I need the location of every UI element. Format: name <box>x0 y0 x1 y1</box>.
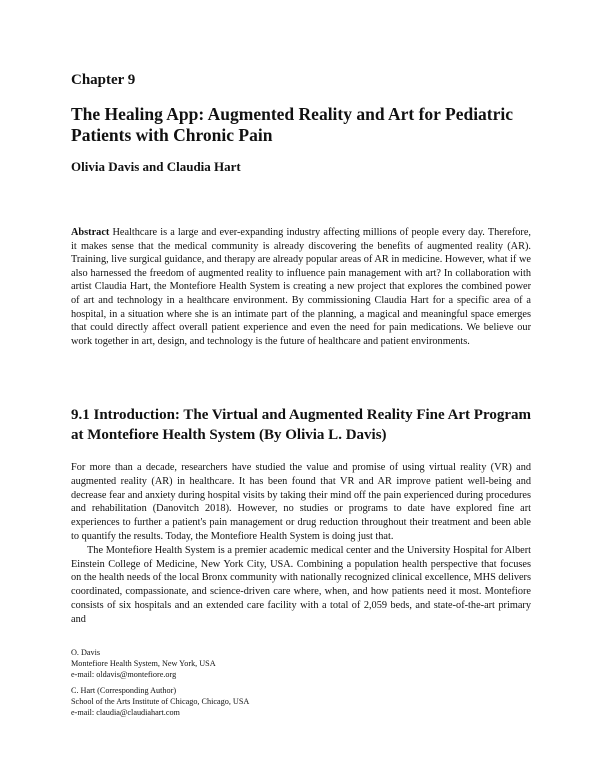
abstract-text: Healthcare is a large and ever-expanding industry affecting millions of people every day. Therefore, it makes sense that the medical community is already discovering the benefits of augmented reality (AR). Training, live surgical guidance, and therapy are already popular areas of AR in medicine. However, what if we also harnessed the freedom of augmented reality to influence pain management with art? In collaboration with artist Claudia Hart, the Montefiore Health System is creating a new project that explores the combined power of art and technology in a healthcare environment. By commissioning Claudia Hart for a specific area of a hospital, in a situation where she is an intimate part of the planning, a magical and meaningful space emerges that could directly affect overall patient experience and even the need for pain medications. We believe our work together in art, design, and technology is the future of healthcare and patient environments. <box>71 227 531 347</box>
section-heading: 9.1 Introduction: The Virtual and Augmented Reality Fine Art Program at Montefiore Health System (By Olivia L. Davis) <box>71 407 532 443</box>
footnote-email: e-mail: oldavis@montefiore.org <box>71 669 177 679</box>
abstract <box>71 226 531 348</box>
footnote-affiliation: Montefiore Health System, New York, USA <box>71 658 216 668</box>
paragraph: The Montefiore Health System is a premier academic medical center and the University Hospital for Albert Einstein College of Medicine, New York City, USA. Combining a population health perspective that focuses on the health needs of the local Bronx community with nationally recognized clinical excellence, MHS delivers coordinated, compassionate, and science-driven care where, when, and how patients need it most. Montefiore consists of six hospitals and an extended care facility with a total of 2,059 beds, and state-of-the-art primary and <box>71 544 531 625</box>
chapter-title: The Healing App: Augmented Reality and Art for Pediatric Patients with Chronic Pain <box>71 104 514 145</box>
chapter-label: Chapter 9 <box>71 72 136 88</box>
footnote-name: O. Davis <box>71 648 101 657</box>
authors: Olivia Davis and Claudia Hart <box>71 159 241 174</box>
footnote-name: C. Hart (Corresponding Author) <box>71 686 177 696</box>
abstract-label: Abstract <box>71 227 110 238</box>
footnote-affiliation: School of the Arts Institute of Chicago, Chicago, USA <box>71 697 250 707</box>
section-body <box>71 461 531 627</box>
footnote-email: e-mail: claudia@claudiahart.com <box>71 707 180 717</box>
footnote-author <box>71 648 531 680</box>
author-footnotes <box>71 648 531 725</box>
footnote-author <box>71 686 531 718</box>
paragraph: For more than a decade, researchers have studied the value and promise of using virtual reality (VR) and augmented reality (AR) in healthcare. It has been found that VR and AR improve patient well-being and decrease fear and anxiety during hospital visits by taking their mind off the pain experienced during procedures and rehabilitation (Danovitch 2018). However, no studies or programs to date have explored fine art experiences to further a patient's pain management or drug reduction throughout their treatment and been able to quantify the results. Today, the Montefiore Health System is doing just that. <box>71 462 531 542</box>
